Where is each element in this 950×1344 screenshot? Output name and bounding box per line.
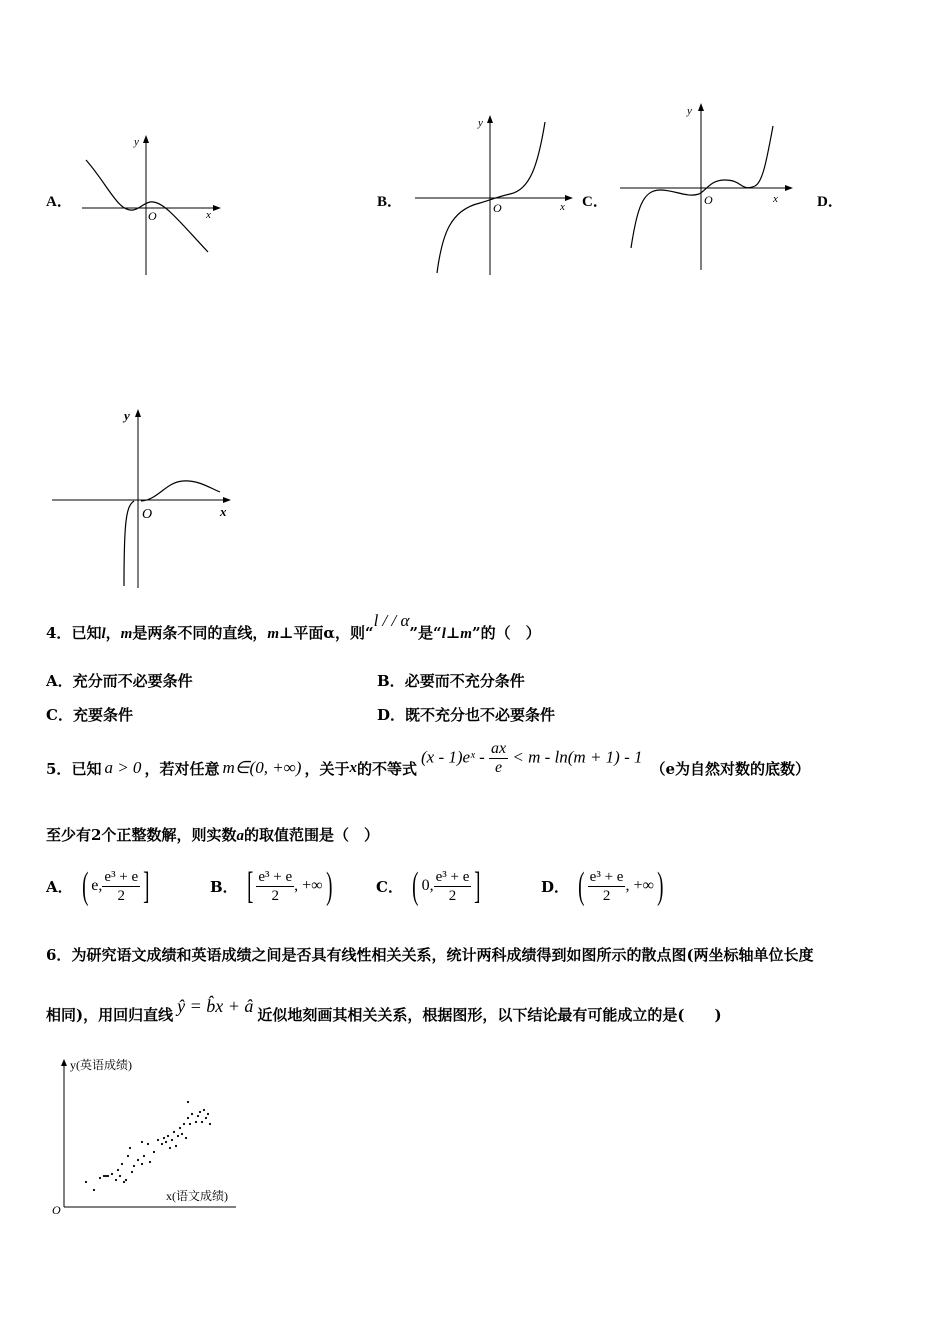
scatter-point [171,1139,173,1141]
scatter-point [197,1115,199,1117]
option-label: A． [46,672,73,690]
y-axis-arrow [143,135,149,143]
q5-option-a[interactable] [46,858,153,914]
scatter-point [201,1121,203,1123]
scatter-point [119,1175,121,1177]
q4-text: ”是“ [409,624,442,642]
y-label: y [687,105,692,117]
option-text: 既不充分也不必要条件 [405,706,556,724]
fraction-numerator: ax [491,739,507,757]
q5-option-b[interactable] [210,858,335,914]
fraction-denominator: 2 [602,887,611,904]
scatter-point [143,1155,145,1157]
q6-number: 6． [46,946,72,964]
option-label: B． [377,672,405,690]
q4-option-c[interactable] [46,704,133,725]
graph-c-curve [631,126,773,248]
scatter-point [187,1117,189,1119]
x-label: x [773,193,778,205]
choice-label-d: D． [817,194,843,210]
scatter-point [207,1113,209,1115]
q4-var-m: m [120,626,133,642]
origin-label: O [493,201,502,215]
interval-start: 0, [421,877,434,894]
option-label: D． [377,706,406,724]
scatter-point [127,1155,129,1157]
q4-var-m: m [267,626,279,642]
scatter-point [181,1133,183,1135]
graph-d [48,402,238,590]
q6-text: 为研究语文成绩和英语成绩之间是否具有线性相关关系，统计两科成绩得到如图所示的散点图(两坐标轴单位长度 [71,946,814,964]
interval-fraction [588,868,626,905]
fraction-denominator: 2 [271,887,279,904]
graph-a-curve [86,160,208,252]
fraction-denominator: 2 [448,887,457,904]
q4-var-m: m [460,626,472,642]
q5-text: 至少有2个正整数解，则实数 [46,826,237,844]
scatter-point [131,1171,133,1173]
scatter-point [191,1113,193,1115]
interval-left-bracket: [ [246,865,254,907]
q5-condition-m: m∈(0, +∞) [222,758,302,777]
y-axis-arrow [135,409,141,417]
q6-scatter-plot [46,1052,246,1222]
scatter-point [117,1169,119,1171]
scatter-points [85,1101,211,1191]
fraction-denominator: e [495,758,503,776]
scatter-point [185,1137,187,1139]
fraction-numerator: e³ + e [258,868,293,885]
q6-regression-formula: ŷ = b̂x + â [177,996,254,1016]
scatter-point [175,1145,177,1147]
x-label: x [206,209,211,221]
graph-c [615,98,800,273]
option-label: A． [46,877,73,896]
origin-label: O [148,209,157,223]
q5-var-a: a [236,828,244,844]
fraction-denominator: 2 [117,887,126,904]
q4-option-d[interactable] [377,704,555,725]
q5-var-x: x [349,759,357,776]
option-label: C． [376,877,403,896]
scatter-point [163,1137,165,1139]
scatter-point [209,1123,211,1125]
scatter-point [137,1159,139,1161]
q4-formula: l / / α [373,611,410,630]
interval-right-bracket: ) [325,865,333,907]
q5-note: （e为自然对数的底数） [650,759,811,778]
scatter-point [161,1143,163,1145]
q4-option-a[interactable] [46,670,193,691]
q5-text: ，若对任意 [144,759,220,778]
q5-text: ，关于 [304,759,350,778]
scatter-point [203,1109,205,1111]
q6-text: 相同)，用回归直线 [46,1006,174,1024]
scatter-point [115,1179,117,1181]
scatter-point [183,1123,185,1125]
scatter-point [141,1141,143,1143]
x-axis-arrow [785,185,793,191]
y-label: y [124,408,130,423]
interval-right-bracket: ] [474,865,481,907]
q5-text: 的不等式 [356,759,417,778]
scatter-point [187,1101,189,1103]
scatter-y-label: y(英语成绩) [70,1058,132,1072]
scatter-point [167,1135,169,1137]
q4-stem [46,611,541,643]
option-text: 充要条件 [72,706,133,724]
q5-inequality [421,740,643,777]
scatter-point [93,1189,95,1191]
y-axis-arrow [487,115,493,123]
scatter-point [121,1163,123,1165]
scatter-point [199,1111,201,1113]
q5-stem [46,740,810,796]
option-label: D． [541,877,570,896]
graph-d-right-branch [141,481,220,501]
q4-option-b[interactable] [377,670,525,691]
q5-text: 已知 [71,759,102,778]
option-text: 必要而不充分条件 [404,672,525,690]
interval-start: e, [91,877,103,894]
y-label: y [134,136,139,148]
option-label: B． [210,877,238,896]
q6-stem-line1 [46,944,906,965]
q6-text: 近似地刻画其相关关系，根据图形，以下结论最有可能成立的是( ) [257,1006,722,1024]
fraction-numerator: e³ + e [589,868,624,885]
scatter-point [149,1161,151,1163]
x-label: x [560,201,565,213]
scatter-point [133,1165,135,1167]
q4-text: 已知 [71,624,102,642]
y-label: y [478,117,483,129]
choice-label-b: B． [377,194,403,210]
q4-var-l: l [101,626,106,642]
scatter-point [125,1179,127,1181]
scatter-point [153,1151,155,1153]
q4-var-l: l [441,626,446,642]
y-axis-arrow [698,103,704,111]
scatter-point [169,1147,171,1149]
q5-inequality-left: (x - 1)eˣ - [420,746,485,766]
scatter-point [165,1141,167,1143]
scatter-point [105,1175,107,1177]
q4-text: 是两条不同的直线， [132,624,268,642]
scatter-point [189,1123,191,1125]
scatter-point [123,1181,125,1183]
scatter-point [147,1143,149,1145]
scatter-point [195,1121,197,1123]
scatter-point [129,1147,131,1149]
q5-stem-line2 [46,824,379,845]
scatter-point [177,1135,179,1137]
q5-text: 的取值范围是（ ） [243,826,379,844]
option-label: C． [46,706,73,724]
q4-number: 4． [46,624,72,642]
q4-text: ”的（ ） [471,624,541,642]
scatter-origin-label: O [52,1203,61,1217]
option-text: 充分而不必要条件 [72,672,193,690]
graph-d-left-branch [124,501,134,586]
origin-label: O [142,507,153,522]
scatter-point [85,1181,87,1183]
interval-right-bracket: ) [657,865,664,907]
scatter-point [179,1127,181,1129]
scatter-point [99,1177,101,1179]
q5-condition-a: a > 0 [104,758,142,777]
scatter-point [107,1175,109,1177]
q5-option-c[interactable] [376,858,484,914]
q5-number: 5． [46,759,72,778]
x-axis-arrow [565,195,573,201]
choice-label-a: A． [46,194,72,210]
y-axis-arrow [61,1059,67,1066]
q6-stem-line2 [46,996,722,1025]
interval-fraction [256,868,294,905]
interval-fraction [102,868,140,905]
fraction-numerator: e³ + e [104,868,139,885]
interval-left-bracket: ( [412,865,419,907]
graph-a [78,130,223,280]
interval-left-bracket: ( [81,865,89,907]
scatter-x-label: x(语文成绩) [166,1189,228,1203]
interval-right-bracket: ] [143,865,150,907]
q4-text: ⊥平面α，则“ [279,624,374,642]
interval-end: , +∞ [294,877,323,894]
scatter-point [173,1131,175,1133]
interval-end: , +∞ [625,877,654,894]
q5-inequality-fraction [489,740,508,777]
x-label: x [220,504,227,519]
interval-left-bracket: ( [578,865,585,907]
scatter-point [111,1173,113,1175]
scatter-point [141,1163,143,1165]
choice-label-c: C． [582,194,608,210]
x-axis-arrow [213,205,221,211]
origin-label: O [704,193,713,207]
scatter-point [157,1139,159,1141]
fraction-numerator: e³ + e [435,868,470,885]
interval-fraction [434,868,472,905]
q4-perp: ⊥ [445,624,461,642]
q4-text: ， [105,624,121,642]
scatter-point [205,1117,207,1119]
q5-inequality-right: < m - ln(m + 1) - 1 [512,746,643,766]
graph-b [410,110,580,280]
q5-option-d[interactable] [541,858,667,914]
x-axis-arrow [223,497,231,503]
scatter-point [103,1175,105,1177]
